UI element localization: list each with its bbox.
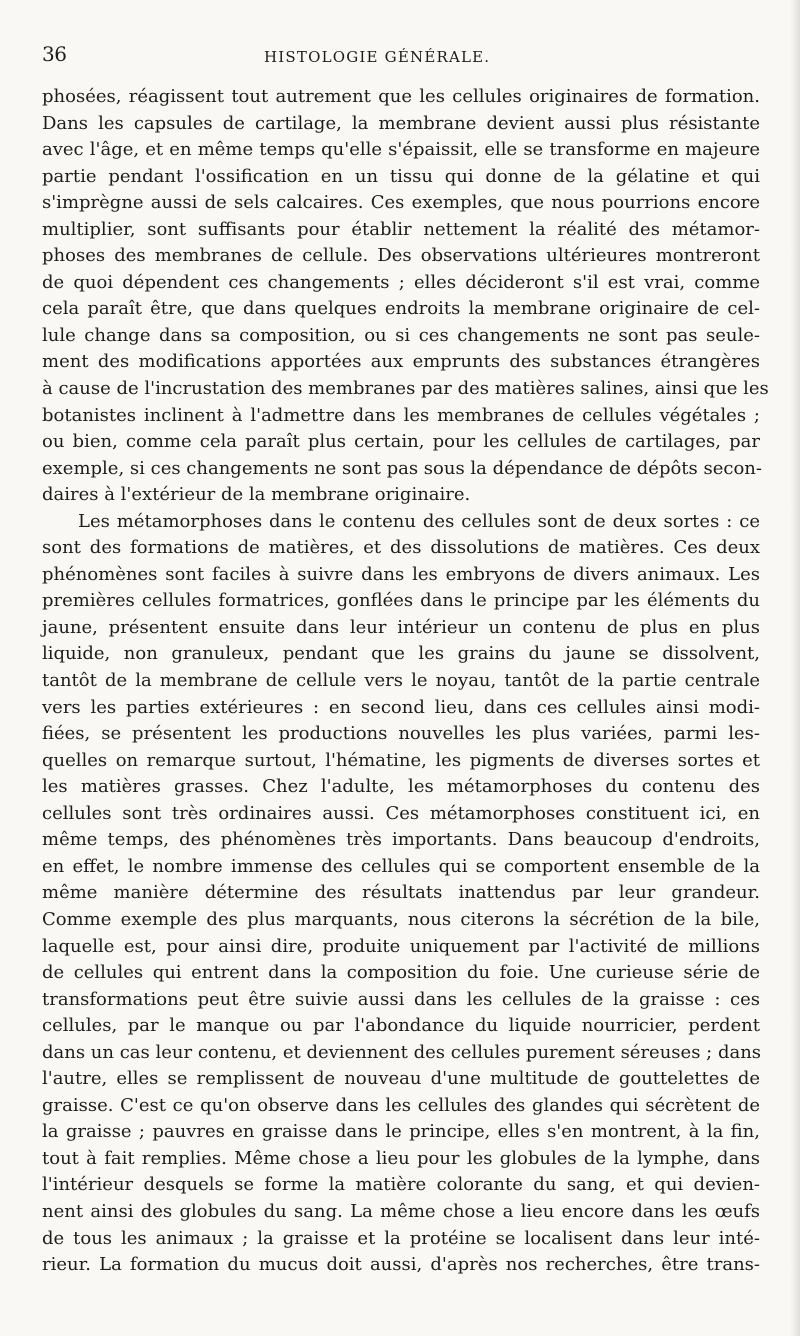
text-line: phosées, réagissent tout autrement que les cellules originaires de formation. — [42, 86, 760, 107]
text-line: nent ainsi des globules du sang. La même chose a lieu encore dans les œufs — [42, 1200, 760, 1222]
text-line: Dans les capsules de cartilage, la membrane devient aussi plus résistante — [42, 112, 760, 134]
text-line: premières cellules formatrices, gonflées dans le principe par les éléments du — [42, 590, 760, 612]
text-line: en effet, le nombre immense des cellules qui se comportent ensemble de la — [42, 855, 760, 877]
text-line: avec l'âge, et en même temps qu'elle s'épaissit, elle se transforme en majeure — [42, 139, 760, 161]
text-line: de tous les animaux ; la graisse et la protéine se localisent dans leur inté- — [42, 1227, 760, 1249]
page-edge-shadow — [790, 0, 800, 1336]
text-line: tout à fait remplies. Même chose a lieu pour les globules de la lymphe, dans — [42, 1147, 760, 1169]
text-line: s'imprègne aussi de sels calcaires. Ces exemples, que nous pourrions encore — [42, 192, 760, 214]
text-line: dans un cas leur contenu, et deviennent des cellules purement séreuses ; dans — [42, 1041, 762, 1063]
text-line: transformations peut être suivie aussi dans les cellules de la graisse : ces — [42, 988, 760, 1010]
text-line: de quoi dépendent ces changements ; elles décideront s'il est vrai, comme — [42, 271, 760, 293]
text-line: multiplier, sont suffisants pour établir nettement la réalité des métamor- — [42, 218, 760, 240]
text-line: laquelle est, pour ainsi dire, produite uniquement par l'activité de millions — [42, 935, 760, 957]
text-line: botanistes inclinent à l'admettre dans les membranes de cellules végétales ; — [42, 404, 760, 426]
text-line: partie pendant l'ossification en un tissu qui donne de la gélatine et qui — [42, 165, 760, 187]
text-line: sont des formations de matières, et des dissolutions de matières. Ces deux — [42, 537, 760, 559]
text-line: cellules, par le manque ou par l'abondance du liquide nourricier, perdent — [42, 1015, 760, 1037]
text-line: même temps, des phénomènes très importants. Dans beaucoup d'endroits, — [42, 829, 760, 851]
text-line: ou bien, comme cela paraît plus certain, pour les cellules de cartilages, par — [42, 431, 760, 453]
text-line: phoses des membranes de cellule. Des observations ultérieures montreront — [42, 245, 760, 267]
text-line: même manière détermine des résultats inattendus par leur grandeur. — [42, 882, 760, 904]
text-line: l'intérieur desquels se forme la matière colorante du sang, et qui devien- — [42, 1174, 760, 1196]
text-line: les matières grasses. Chez l'adulte, les métamorphoses du contenu des — [42, 776, 760, 798]
text-line: cela paraît être, que dans quelques endroits la membrane originaire de cel- — [42, 298, 760, 320]
body-text — [42, 84, 769, 1279]
text-line: l'autre, elles se remplissent de nouveau d'une multitude de gouttelettes de — [42, 1068, 760, 1090]
text-line: ment des modifications apportées aux emprunts des substances étrangères — [42, 351, 760, 373]
text-line: exemple, si ces changements ne sont pas sous la dépendance de dépôts secon- — [42, 457, 762, 479]
text-line: de cellules qui entrent dans la composition du foie. Une curieuse série de — [42, 962, 760, 984]
text-line: la graisse ; pauvres en graisse dans le principe, elles s'en montrent, à la fin, — [42, 1121, 760, 1143]
text-line: Les métamorphoses dans le contenu des cellules sont de deux sortes : ce — [78, 510, 760, 532]
text-line: phénomènes sont faciles à suivre dans les embryons de divers animaux. Les — [42, 563, 760, 585]
page-number: 36 — [42, 42, 67, 66]
text-line: jaune, présentent ensuite dans leur intérieur un contenu de plus en plus — [42, 616, 760, 638]
text-line: vers les parties extérieures : en second lieu, dans ces cellules ainsi modi- — [42, 696, 760, 718]
text-line: quelles on remarque surtout, l'hématine, les pigments de diverses sortes et — [42, 749, 760, 771]
text-line: rieur. La formation du mucus doit aussi, d'après nos recherches, être trans- — [42, 1254, 760, 1276]
text-line: liquide, non granuleux, pendant que les grains du jaune se dissolvent, — [42, 643, 760, 665]
text-line: tantôt de la membrane de cellule vers le noyau, tantôt de la partie centrale — [42, 670, 760, 692]
text-line: lule change dans sa composition, ou si ces changements ne sont pas seule- — [42, 324, 760, 346]
text-line: à cause de l'incrustation des membranes par des matières salines, ainsi que les — [42, 378, 769, 400]
text-line: cellules sont très ordinaires aussi. Ces métamorphoses constituent ici, en — [42, 802, 760, 824]
text-line: daires à l'extérieur de la membrane originaire. — [42, 484, 471, 506]
running-head — [42, 42, 762, 72]
text-line: fiées, se présentent les productions nouvelles les plus variées, parmi les- — [42, 723, 760, 745]
text-line: graisse. C'est ce qu'on observe dans les cellules des glandes qui sécrètent de — [42, 1094, 760, 1116]
running-title: HISTOLOGIE GÉNÉRALE. — [264, 48, 491, 66]
text-line: Comme exemple des plus marquants, nous citerons la sécrétion de la bile, — [42, 908, 760, 930]
